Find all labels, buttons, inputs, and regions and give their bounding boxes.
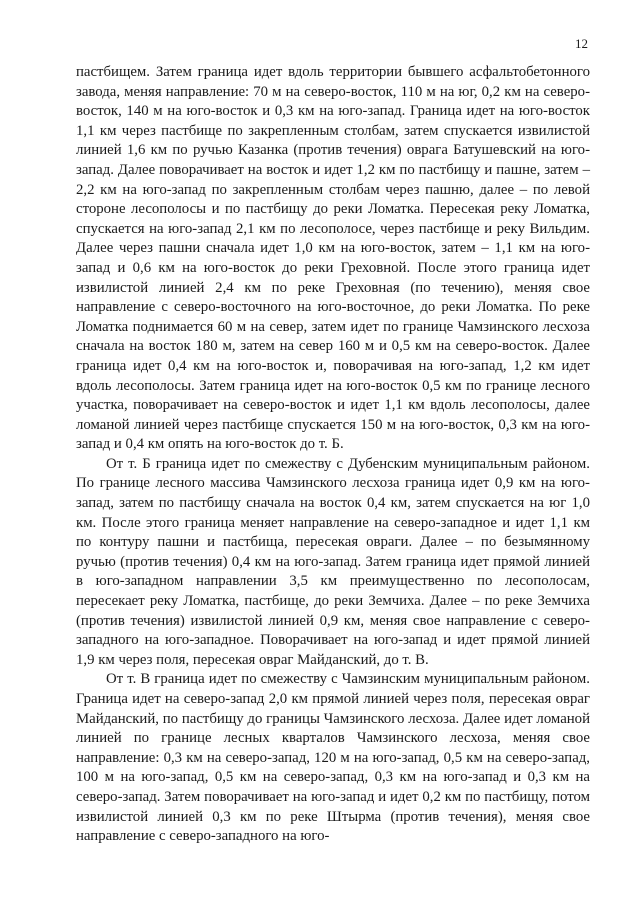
paragraph-point-v: От т. В граница идет по смежеству с Чамзинским муниципальным районом. Граница идет на северо-запад 2,0 км прямой линией через поля, пересекая овраг Майданский, по пастбищу до границы Чамзинского лесхоза. Далее идет ломаной линией по границе лесных кварталов Чамзинского лесхоза, меняя свое направление: 0,3 км на северо-запад, 120 м на юго-запад, 0,5 км на северо-запад, 100 м на юго-запад, 0,5 км на северо-запад, 0,3 км на юго-запад и 0,3 км на северо-запад. Затем поворачивает на юго-запад и идет 0,2 км по пастбищу, потом извилистой линией 0,3 км по реке Штырма (против течения), меняя свое направление с северо-западного на юго- <box>76 671 590 845</box>
paragraph-continuation: пастбищем. Затем граница идет вдоль территории бывшего асфальтобетонного завода, меняя направление: 70 м на северо-восток, 110 м на юг, 0,2 км на северо-восток, 140 м на юго-восток и 0,3 км на юго-запад. Граница идет на юго-восток 1,1 км через пастбище по закрепленным столбам, затем спускается извилистой линией 1,6 км по ручью Казанка (против течения) оврага Батушевский на юго-запад. Далее поворачивает на восток и идет 1,2 км по пастбищу и пашне, затем – 2,2 км на юго-запад по закрепленным столбам через пашню, далее – по левой стороне лесополосы и по пастбищу до реки Ломатка. Пересекая реку Ломатка, спускается на юго-запад 2,1 км по лесополосе, через пастбище и реку Вильдим. Далее через пашни сначала идет 1,0 км на юго-восток, затем – 1,1 км на юго-запад и 0,6 км на юго-восток до реки Греховной. После этого граница идет извилистой линией 2,4 км по реке Греховная (по течению), меняя свое направление с северо-восточного на юго-восточное, до реки Ломатка. По реке Ломатка поднимается 60 м на север, затем идет по границе Чамзинского лесхоза сначала на восток 180 м, затем на север 160 м и 0,5 км на северо-восток. Далее граница идет 0,4 км на юго-восток и, поворачивая на юго-запад, 1,2 км идет вдоль лесополосы. Затем граница идет на юго-восток 0,5 км по границе лесного участка, поворачивает на северо-восток и идет 1,1 км вдоль лесополосы, далее ломаной линией через пастбище спускается 150 м на юго-восток, 0,3 км на юго-запад и 0,4 км опять на юго-восток до т. Б. <box>76 64 590 453</box>
paragraph-point-b: От т. Б граница идет по смежеству с Дубенским муниципальным районом. По границе лесного массива Чамзинского лесхоза граница идет 0,9 км на юго-запад, затем по пастбищу сначала на восток 0,4 км, затем спускается на юг 1,0 км. После этого граница меняет направление на северо-западное и идет 1,1 км по контуру пашни и пастбища, пересекая овраги. Далее – по безымянному ручью (против течения) 0,4 км на юго-запад. Затем граница идет прямой линией в юго-западном направлении 3,5 км преимущественно по лесополосам, пересекает реку Ломатка, пастбище, до реки Земчиха. Далее – по реке Земчиха (против течения) извилистой линией 0,9 км, меняя свое направление с северо-западного на юго-западное. Поворачивает на юго-запад и идет прямой линией 1,9 км через поля, пересекая овраг Майданский, до т. В. <box>76 455 590 668</box>
document-body <box>76 63 590 847</box>
page-number: 12 <box>575 36 588 51</box>
